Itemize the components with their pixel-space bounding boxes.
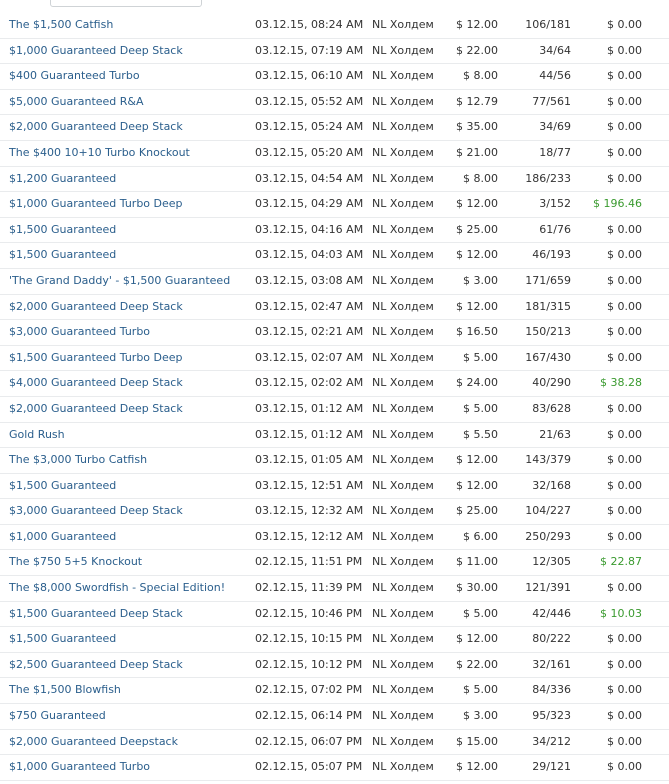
finish-place: 181/315 <box>525 299 571 313</box>
finish-place: 3/152 <box>539 197 571 211</box>
tournament-name-link[interactable]: The $8,000 Swordfish - Special Edition! <box>9 581 226 595</box>
winnings-amount: $ 0.00 <box>607 683 642 697</box>
buyin-amount: $ 22.00 <box>456 657 498 671</box>
tournament-date: 03.12.15, 02:07 AM <box>255 350 364 364</box>
game-type: NL Холдем <box>372 529 434 543</box>
tournament-name-link[interactable]: $1,000 Guaranteed Turbo Deep <box>9 197 183 211</box>
tournament-date: 03.12.15, 02:21 AM <box>255 325 364 339</box>
tournament-name-link[interactable]: The $3,000 Turbo Catfish <box>9 453 148 467</box>
game-type: NL Холдем <box>372 606 434 620</box>
table-row <box>0 602 669 628</box>
buyin-amount: $ 5.50 <box>463 427 498 441</box>
tournament-date: 02.12.15, 10:15 PM <box>255 632 363 646</box>
buyin-amount: $ 6.00 <box>463 529 498 543</box>
tournament-date: 03.12.15, 04:54 AM <box>255 171 364 185</box>
finish-place: 167/430 <box>525 350 571 364</box>
tournament-date: 02.12.15, 11:51 PM <box>255 555 363 569</box>
tournament-date: 03.12.15, 03:08 AM <box>255 273 364 287</box>
tournament-name-link[interactable]: $1,000 Guaranteed <box>9 529 117 543</box>
buyin-amount: $ 12.00 <box>456 453 498 467</box>
winnings-amount: $ 0.00 <box>607 709 642 723</box>
table-row <box>0 13 669 39</box>
winnings-amount: $ 0.00 <box>607 248 642 262</box>
winnings-amount: $ 0.00 <box>607 18 642 31</box>
finish-place: 77/561 <box>532 94 571 108</box>
winnings-amount: $ 0.00 <box>607 273 642 287</box>
finish-place: 46/193 <box>532 248 571 262</box>
tournament-date: 03.12.15, 04:16 AM <box>255 222 364 236</box>
buyin-amount: $ 3.00 <box>463 273 498 287</box>
table-row <box>0 320 669 346</box>
finish-place: 95/323 <box>532 709 571 723</box>
tournament-date: 03.12.15, 12:32 AM <box>255 504 364 518</box>
game-type: NL Холдем <box>372 453 434 467</box>
buyin-amount: $ 21.00 <box>456 145 498 159</box>
table-row <box>0 295 669 321</box>
finish-place: 34/69 <box>539 120 571 134</box>
tournament-results-list <box>0 13 669 781</box>
tournament-date: 03.12.15, 05:20 AM <box>255 145 364 159</box>
tournament-name-link[interactable]: Gold Rush <box>9 427 65 441</box>
tournament-name-link[interactable]: The $400 10+10 Turbo Knockout <box>9 145 190 159</box>
buyin-amount: $ 5.00 <box>463 606 498 620</box>
buyin-amount: $ 25.00 <box>456 222 498 236</box>
finish-place: 121/391 <box>525 581 571 595</box>
table-row <box>0 39 669 65</box>
tournament-date: 03.12.15, 12:51 AM <box>255 478 364 492</box>
game-type: NL Холдем <box>372 734 434 748</box>
game-type: NL Холдем <box>372 683 434 697</box>
finish-place: 61/76 <box>539 222 571 236</box>
finish-place: 42/446 <box>532 606 571 620</box>
buyin-amount: $ 5.00 <box>463 683 498 697</box>
tournament-date: 03.12.15, 02:47 AM <box>255 299 364 313</box>
tournament-name-link[interactable]: $750 Guaranteed <box>9 709 106 723</box>
game-type: NL Холдем <box>372 120 434 134</box>
game-type: NL Холдем <box>372 581 434 595</box>
winnings-amount: $ 0.00 <box>607 478 642 492</box>
finish-place: 83/628 <box>532 401 571 415</box>
tournament-name-link[interactable]: $2,000 Guaranteed Deepstack <box>9 734 178 748</box>
game-type: NL Холдем <box>372 504 434 518</box>
tournament-name-link[interactable]: $2,000 Guaranteed Deep Stack <box>9 120 183 134</box>
buyin-amount: $ 25.00 <box>456 504 498 518</box>
finish-place: 32/161 <box>532 657 571 671</box>
winnings-amount: $ 0.00 <box>607 504 642 518</box>
winnings-amount: $ 0.00 <box>607 94 642 108</box>
buyin-amount: $ 11.00 <box>456 555 498 569</box>
winnings-amount: $ 0.00 <box>607 427 642 441</box>
table-row <box>0 167 669 193</box>
finish-place: 84/336 <box>532 683 571 697</box>
table-row <box>0 269 669 295</box>
game-type: NL Холдем <box>372 43 434 57</box>
winnings-amount: $ 0.00 <box>607 632 642 646</box>
tournament-date: 03.12.15, 04:29 AM <box>255 197 364 211</box>
table-row <box>0 141 669 167</box>
finish-place: 34/64 <box>539 43 571 57</box>
buyin-amount: $ 12.00 <box>456 299 498 313</box>
winnings-amount: $ 22.87 <box>600 555 642 569</box>
table-row <box>0 525 669 551</box>
buyin-amount: $ 5.00 <box>463 401 498 415</box>
winnings-amount: $ 0.00 <box>607 350 642 364</box>
tournament-name-link[interactable]: 'The Grand Daddy' - $1,500 Guaranteed <box>9 273 231 287</box>
table-row <box>0 730 669 756</box>
top-tab-edge <box>50 0 202 7</box>
game-type: NL Холдем <box>372 555 434 569</box>
table-row <box>0 115 669 141</box>
tournament-date: 03.12.15, 01:05 AM <box>255 453 364 467</box>
buyin-amount: $ 22.00 <box>456 43 498 57</box>
tournament-name-link[interactable]: $3,000 Guaranteed Deep Stack <box>9 504 183 518</box>
tournament-name-link[interactable]: $1,500 Guaranteed <box>9 222 117 236</box>
buyin-amount: $ 12.00 <box>456 632 498 646</box>
tournament-date: 03.12.15, 12:12 AM <box>255 529 364 543</box>
game-type: NL Холдем <box>372 709 434 723</box>
table-row <box>0 397 669 423</box>
finish-place: 143/379 <box>525 453 571 467</box>
table-row <box>0 64 669 90</box>
buyin-amount: $ 5.00 <box>463 350 498 364</box>
winnings-amount: $ 0.00 <box>607 734 642 748</box>
tournament-name-link[interactable]: $1,500 Guaranteed Turbo Deep <box>9 350 183 364</box>
tournament-date: 03.12.15, 01:12 AM <box>255 427 364 441</box>
tournament-date: 02.12.15, 06:07 PM <box>255 734 363 748</box>
tournament-date: 02.12.15, 10:12 PM <box>255 657 363 671</box>
winnings-amount: $ 0.00 <box>607 325 642 339</box>
table-row <box>0 678 669 704</box>
finish-place: 18/77 <box>539 145 571 159</box>
finish-place: 171/659 <box>525 273 571 287</box>
tournament-name-link[interactable]: $5,000 Guaranteed R&A <box>9 94 144 108</box>
finish-place: 29/121 <box>532 760 571 774</box>
buyin-amount: $ 35.00 <box>456 120 498 134</box>
table-row <box>0 243 669 269</box>
tournament-name-link[interactable]: $1,200 Guaranteed <box>9 171 117 185</box>
buyin-amount: $ 12.00 <box>456 478 498 492</box>
table-row <box>0 704 669 730</box>
tournament-date: 02.12.15, 10:46 PM <box>255 606 363 620</box>
tournament-name-link[interactable]: The $750 5+5 Knockout <box>9 555 143 569</box>
tournament-date: 03.12.15, 07:19 AM <box>255 43 364 57</box>
game-type: NL Холдем <box>372 427 434 441</box>
winnings-amount: $ 0.00 <box>607 657 642 671</box>
buyin-amount: $ 12.00 <box>456 197 498 211</box>
tournament-date: 03.12.15, 05:24 AM <box>255 120 364 134</box>
finish-place: 44/56 <box>539 69 571 83</box>
game-type: NL Холдем <box>372 299 434 313</box>
game-type: NL Холдем <box>372 171 434 185</box>
game-type: NL Холдем <box>372 94 434 108</box>
game-type: NL Холдем <box>372 222 434 236</box>
finish-place: 186/233 <box>525 171 571 185</box>
buyin-amount: $ 8.00 <box>463 69 498 83</box>
tournament-name-link[interactable]: $1,500 Guaranteed <box>9 632 117 646</box>
buyin-amount: $ 12.00 <box>456 760 498 774</box>
tournament-date: 03.12.15, 02:02 AM <box>255 376 364 390</box>
finish-place: 106/181 <box>525 18 571 31</box>
tournament-date: 02.12.15, 05:07 PM <box>255 760 363 774</box>
tournament-name-link[interactable]: $1,000 Guaranteed Turbo <box>9 760 151 774</box>
tournament-date: 03.12.15, 04:03 AM <box>255 248 364 262</box>
table-row <box>0 448 669 474</box>
winnings-amount: $ 0.00 <box>607 69 642 83</box>
tournament-name-link[interactable]: $1,000 Guaranteed Deep Stack <box>9 43 183 57</box>
finish-place: 12/305 <box>532 555 571 569</box>
finish-place: 21/63 <box>539 427 571 441</box>
buyin-amount: $ 12.00 <box>456 248 498 262</box>
table-row <box>0 550 669 576</box>
winnings-amount: $ 196.46 <box>593 197 642 211</box>
winnings-amount: $ 0.00 <box>607 453 642 467</box>
winnings-amount: $ 0.00 <box>607 171 642 185</box>
table-row <box>0 423 669 449</box>
finish-place: 104/227 <box>525 504 571 518</box>
game-type: NL Холдем <box>372 657 434 671</box>
winnings-amount: $ 0.00 <box>607 529 642 543</box>
finish-place: 34/212 <box>532 734 571 748</box>
winnings-amount: $ 0.00 <box>607 401 642 415</box>
table-row <box>0 627 669 653</box>
winnings-amount: $ 10.03 <box>600 606 642 620</box>
finish-place: 250/293 <box>525 529 571 543</box>
tournament-date: 03.12.15, 01:12 AM <box>255 401 364 415</box>
winnings-amount: $ 0.00 <box>607 43 642 57</box>
table-row <box>0 474 669 500</box>
game-type: NL Холдем <box>372 478 434 492</box>
buyin-amount: $ 15.00 <box>456 734 498 748</box>
game-type: NL Холдем <box>372 325 434 339</box>
tournament-name-link[interactable]: $2,000 Guaranteed Deep Stack <box>9 401 183 415</box>
buyin-amount: $ 12.00 <box>456 18 498 31</box>
winnings-amount: $ 0.00 <box>607 581 642 595</box>
game-type: NL Холдем <box>372 145 434 159</box>
winnings-amount: $ 0.00 <box>607 222 642 236</box>
tournament-date: 03.12.15, 06:10 AM <box>255 69 364 83</box>
game-type: NL Холдем <box>372 632 434 646</box>
buyin-amount: $ 12.79 <box>456 94 498 108</box>
finish-place: 32/168 <box>532 478 571 492</box>
tournament-date: 03.12.15, 08:24 AM <box>255 18 364 31</box>
game-type: NL Холдем <box>372 18 434 31</box>
game-type: NL Холдем <box>372 248 434 262</box>
game-type: NL Холдем <box>372 376 434 390</box>
tournament-name-link[interactable]: $1,500 Guaranteed <box>9 248 117 262</box>
winnings-amount: $ 0.00 <box>607 120 642 134</box>
buyin-amount: $ 3.00 <box>463 709 498 723</box>
game-type: NL Холдем <box>372 401 434 415</box>
buyin-amount: $ 30.00 <box>456 581 498 595</box>
winnings-amount: $ 0.00 <box>607 299 642 313</box>
tournament-date: 03.12.15, 05:52 AM <box>255 94 364 108</box>
tournament-date: 02.12.15, 11:39 PM <box>255 581 363 595</box>
finish-place: 80/222 <box>532 632 571 646</box>
buyin-amount: $ 16.50 <box>456 325 498 339</box>
winnings-amount: $ 0.00 <box>607 145 642 159</box>
tournament-name-link[interactable]: $400 Guaranteed Turbo <box>9 69 140 83</box>
winnings-amount: $ 38.28 <box>600 376 642 390</box>
buyin-amount: $ 8.00 <box>463 171 498 185</box>
table-row <box>0 346 669 372</box>
game-type: NL Холдем <box>372 273 434 287</box>
table-row <box>0 192 669 218</box>
tournament-name-link[interactable]: $1,500 Guaranteed <box>9 478 117 492</box>
table-row <box>0 653 669 679</box>
tournament-name-link[interactable]: $2,000 Guaranteed Deep Stack <box>9 299 183 313</box>
table-row <box>0 755 669 781</box>
game-type: NL Холдем <box>372 760 434 774</box>
finish-place: 40/290 <box>532 376 571 390</box>
tournament-name-link[interactable]: $2,500 Guaranteed Deep Stack <box>9 657 183 671</box>
tournament-date: 02.12.15, 06:14 PM <box>255 709 363 723</box>
buyin-amount: $ 24.00 <box>456 376 498 390</box>
game-type: NL Холдем <box>372 69 434 83</box>
game-type: NL Холдем <box>372 197 434 211</box>
table-row <box>0 90 669 116</box>
tournament-name-link[interactable]: The $1,500 Blowfish <box>9 683 121 697</box>
finish-place: 150/213 <box>525 325 571 339</box>
game-type: NL Холдем <box>372 350 434 364</box>
table-row <box>0 576 669 602</box>
table-row <box>0 218 669 244</box>
tournament-date: 02.12.15, 07:02 PM <box>255 683 363 697</box>
tournament-name-link[interactable]: The $1,500 Catfish <box>9 18 114 31</box>
tournament-name-link[interactable]: $1,500 Guaranteed Deep Stack <box>9 606 183 620</box>
table-row <box>0 499 669 525</box>
table-row <box>0 371 669 397</box>
tournament-name-link[interactable]: $4,000 Guaranteed Deep Stack <box>9 376 183 390</box>
tournament-name-link[interactable]: $3,000 Guaranteed Turbo <box>9 325 151 339</box>
winnings-amount: $ 0.00 <box>607 760 642 774</box>
